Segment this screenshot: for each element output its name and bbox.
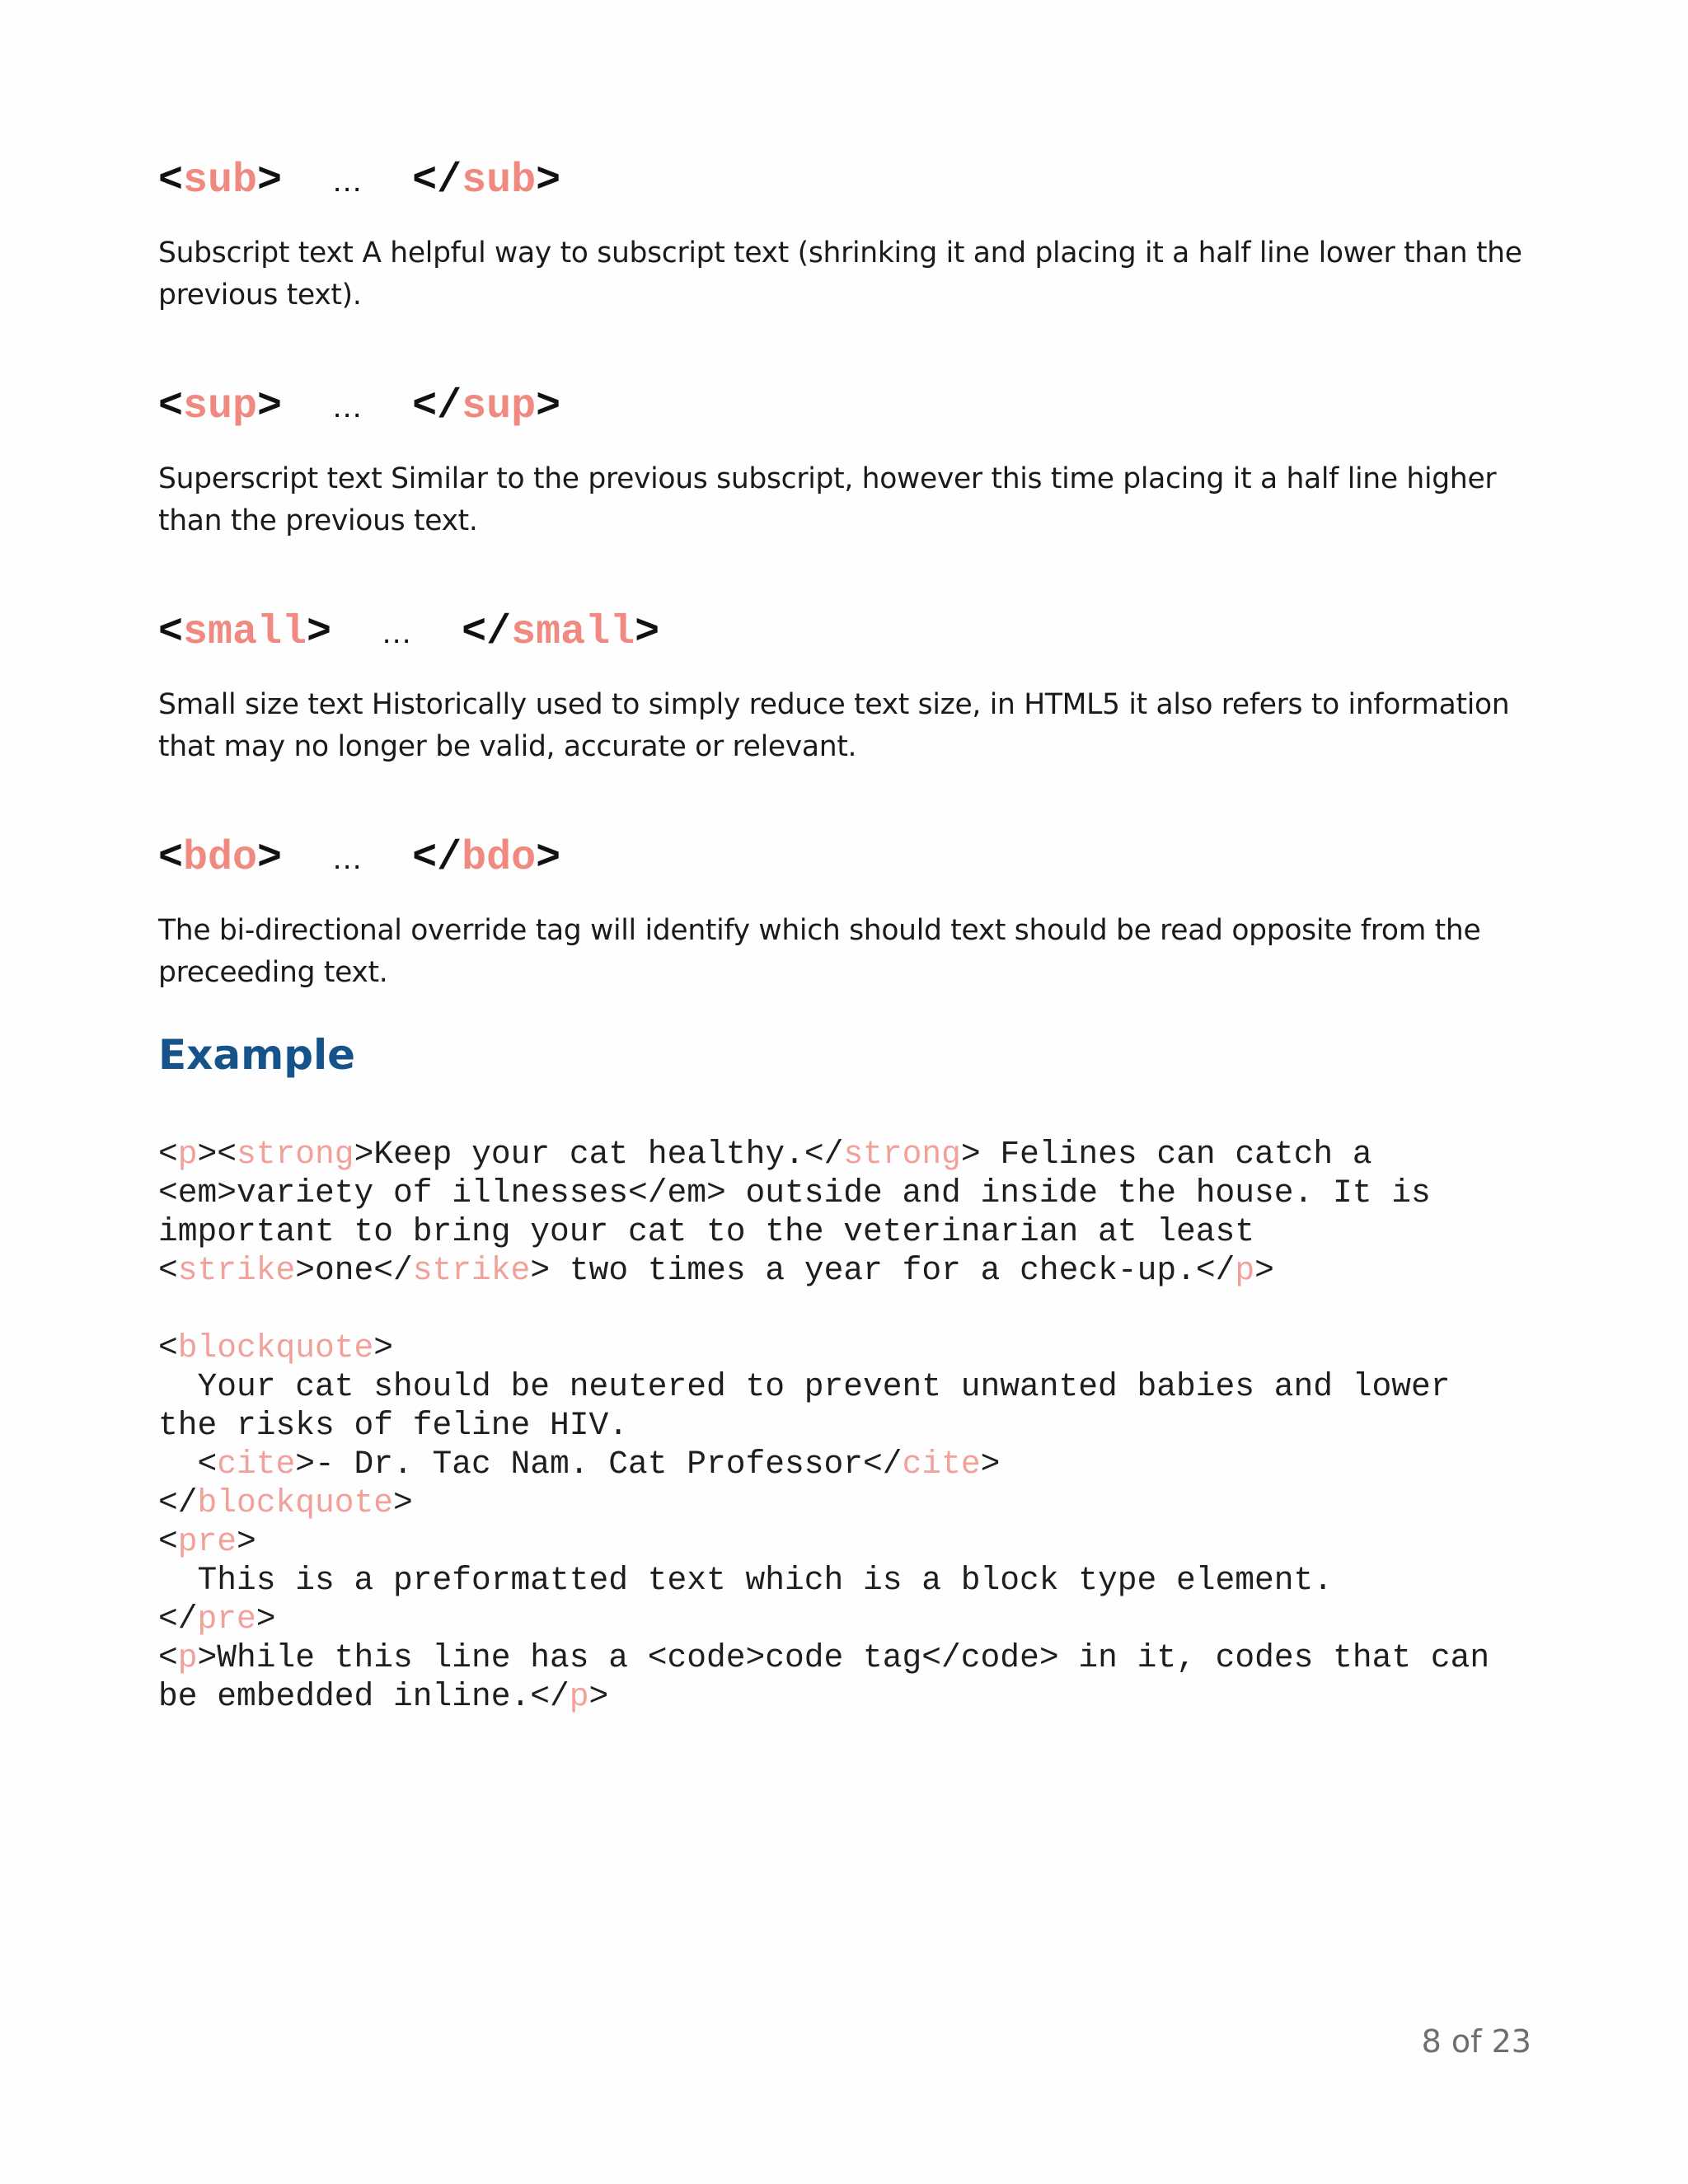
code-text: <	[158, 1523, 178, 1560]
code-text: be embedded inline.</	[158, 1678, 570, 1715]
code-tag-name: strike	[177, 1252, 296, 1289]
ellipsis: …	[331, 841, 363, 876]
code-line	[158, 1135, 1489, 1174]
section-sup	[158, 383, 1543, 542]
tag-name: small	[511, 609, 635, 656]
code-tag-name: strike	[412, 1252, 531, 1289]
tag-bracket: <	[158, 835, 184, 882]
section-sub	[158, 157, 1543, 316]
code-line	[158, 1600, 1489, 1638]
tag-name: small	[183, 609, 307, 656]
example-heading: Example	[158, 1031, 356, 1079]
tag-name: sup	[462, 383, 537, 430]
section-description: The bi-directional override tag will identify which should text should be read opposite from the preceeding text.	[158, 914, 1481, 989]
code-line	[158, 1677, 1489, 1716]
code-line	[158, 1406, 1489, 1445]
code-line	[158, 1212, 1489, 1251]
section-description: Superscript text Similar to the previous subscript, however this time placing it a half line higher than the previous text.	[158, 462, 1497, 537]
ellipsis: …	[381, 616, 413, 650]
tag-bracket: </	[412, 157, 462, 204]
ellipsis: …	[331, 164, 363, 199]
tag-heading-sup	[158, 383, 1543, 430]
code-line	[158, 1290, 1489, 1329]
code-text: >While this line has a <code>code tag</code> in it, codes that can	[197, 1639, 1490, 1676]
section-bdo	[158, 835, 1543, 994]
code-text: >	[393, 1484, 413, 1521]
code-tag-name: p	[177, 1136, 198, 1173]
code-text: <	[158, 1252, 178, 1289]
code-tag-name: pre	[197, 1601, 256, 1638]
code-text: >	[373, 1329, 394, 1366]
tag-name: bdo	[183, 835, 258, 882]
code-tag-name: blockquote	[177, 1329, 374, 1366]
code-text: important to bring your cat to the veterinarian at least	[158, 1213, 1255, 1250]
code-line	[158, 1445, 1489, 1483]
code-line	[158, 1367, 1489, 1406]
code-text: </	[158, 1601, 198, 1638]
code-text: >	[980, 1446, 1001, 1483]
section-description: Small size text Historically used to simply reduce text size, in HTML5 it also refers to information that may no longer be valid, accurate or relevant.	[158, 688, 1510, 763]
code-text: >	[256, 1601, 276, 1638]
code-tag-name: cite	[217, 1446, 296, 1483]
code-text: >- Dr. Tac Nam. Cat Professor</	[295, 1446, 903, 1483]
code-text: <	[158, 1136, 178, 1173]
code-tag-name: p	[177, 1639, 198, 1676]
code-tag-name: cite	[902, 1446, 981, 1483]
tag-bracket: >	[536, 383, 561, 430]
code-text: <	[158, 1446, 218, 1483]
code-text: >one</	[295, 1252, 413, 1289]
code-text: the risks of feline HIV.	[158, 1407, 629, 1444]
tag-bracket: </	[462, 609, 512, 656]
ellipsis: …	[331, 390, 363, 424]
code-line	[158, 1251, 1489, 1290]
tag-name: sup	[183, 383, 258, 430]
code-text: </	[158, 1484, 198, 1521]
code-text: <	[158, 1639, 178, 1676]
tag-bracket: >	[257, 835, 283, 882]
tag-bracket: >	[635, 609, 660, 656]
code-line	[158, 1483, 1489, 1522]
tag-bracket: >	[536, 157, 561, 204]
code-line	[158, 1522, 1489, 1561]
code-text: > two times a year for a check-up.</	[530, 1252, 1236, 1289]
tag-heading-bdo	[158, 835, 1543, 882]
tag-name: bdo	[462, 835, 537, 882]
code-text: Your cat should be neutered to prevent unwanted babies and lower	[158, 1368, 1451, 1405]
code-line	[158, 1174, 1489, 1212]
tag-name: sub	[183, 157, 258, 204]
code-text: >	[237, 1523, 256, 1560]
code-text: >	[588, 1678, 609, 1715]
tag-bracket: <	[158, 383, 184, 430]
code-line	[158, 1561, 1489, 1600]
code-text: ><	[197, 1136, 237, 1173]
example-code-block	[158, 1135, 1489, 1716]
tag-bracket: >	[307, 609, 332, 656]
section-description: Subscript text A helpful way to subscript text (shrinking it and placing it a half line lower than the previous text).	[158, 237, 1522, 312]
tag-name: sub	[462, 157, 537, 204]
code-tag-name: p	[1235, 1252, 1255, 1289]
code-tag-name: pre	[177, 1523, 237, 1560]
code-text: > Felines can catch a	[960, 1136, 1372, 1173]
code-tag-name: p	[569, 1678, 589, 1715]
tag-bracket: </	[412, 835, 462, 882]
code-line	[158, 1329, 1489, 1367]
tag-heading-small	[158, 609, 1543, 656]
code-tag-name: blockquote	[197, 1484, 394, 1521]
section-small	[158, 609, 1543, 768]
tag-heading-sub	[158, 157, 1543, 204]
tag-bracket: </	[412, 383, 462, 430]
tag-bracket: >	[257, 157, 283, 204]
code-text: <em>variety of illnesses</em> outside and inside the house. It is	[158, 1174, 1431, 1212]
code-text: >	[1254, 1252, 1274, 1289]
code-tag-name: strong	[843, 1136, 961, 1173]
tag-bracket: >	[257, 383, 283, 430]
code-text: >Keep your cat healthy.</	[354, 1136, 844, 1173]
code-text: This is a preformatted text which is a block type element.	[158, 1562, 1334, 1599]
tag-bracket: <	[158, 609, 184, 656]
code-text: <	[158, 1329, 178, 1366]
code-tag-name: strong	[237, 1136, 354, 1173]
tag-bracket: >	[536, 835, 561, 882]
page-number: 8 of 23	[1421, 2023, 1531, 2060]
code-line	[158, 1638, 1489, 1677]
tag-bracket: <	[158, 157, 184, 204]
